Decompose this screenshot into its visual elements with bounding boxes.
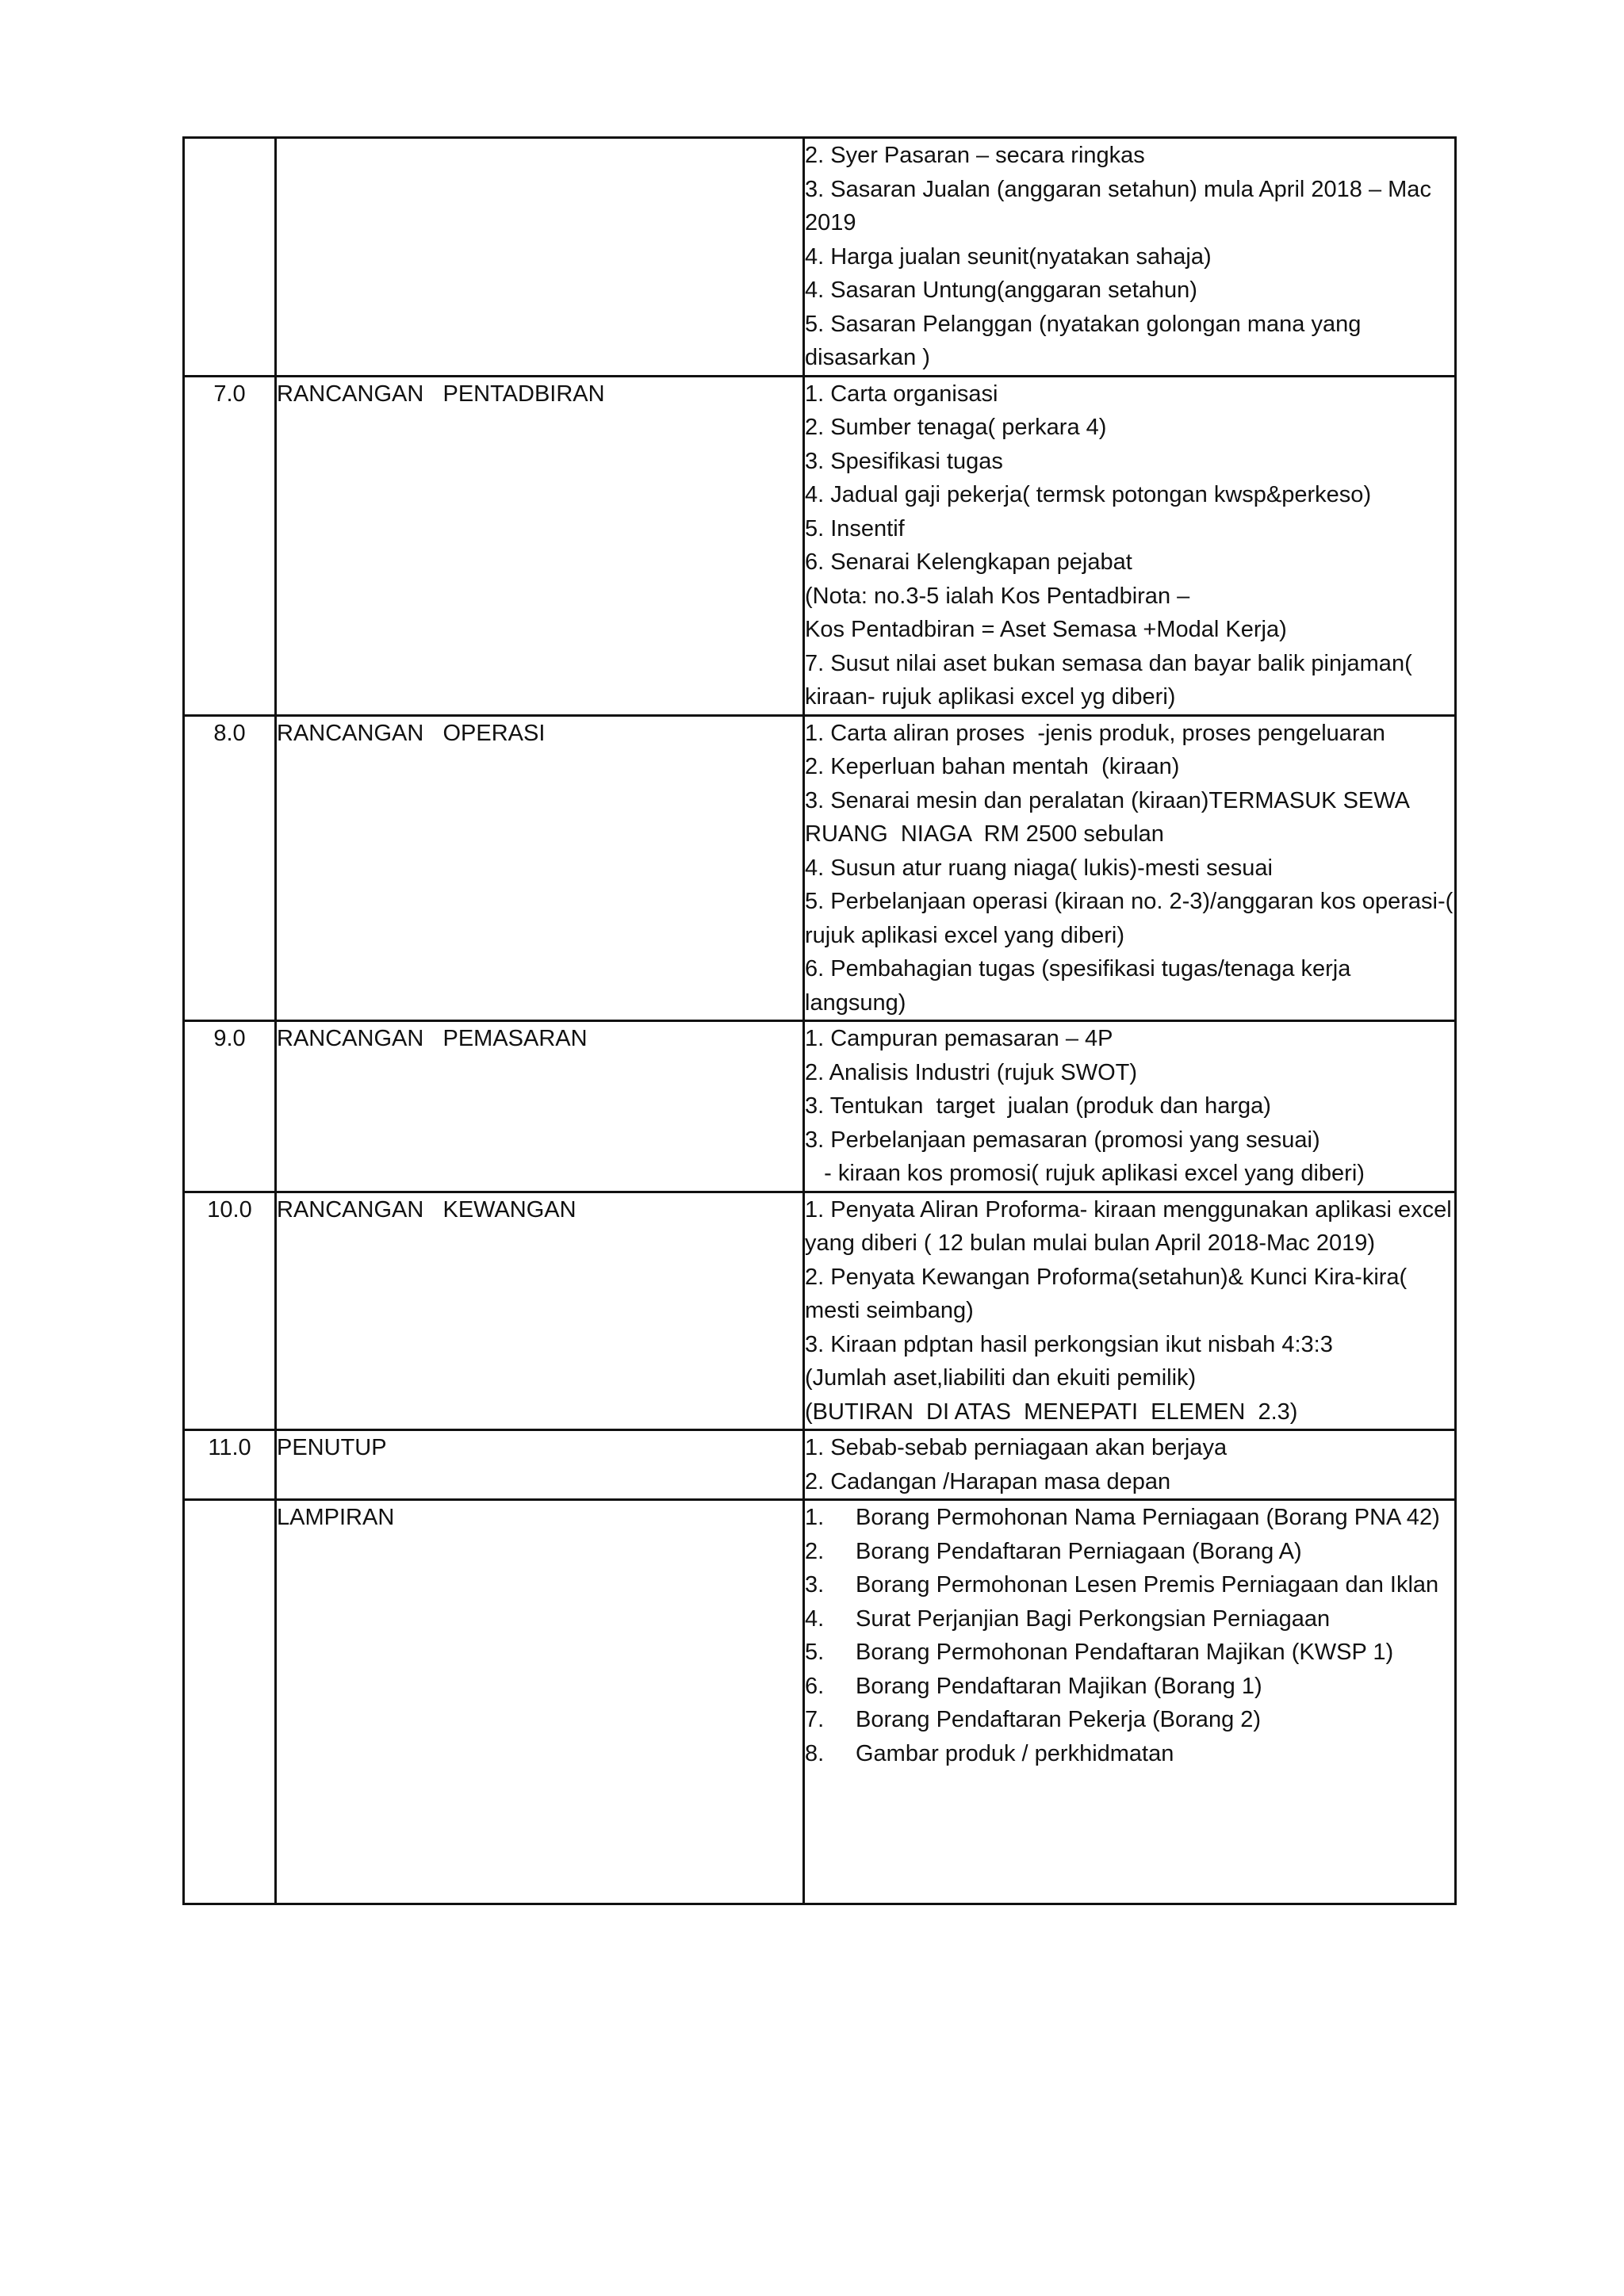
content-line: 5. Insentif [805, 515, 905, 541]
content-line: 1. Carta aliran proses -jenis produk, proses pengeluaran [805, 720, 1385, 746]
content-line: 2. Cadangan /Harapan masa depan [805, 1468, 1171, 1494]
content-line: 4. Jadual gaji pekerja( termsk potongan kwsp&perkeso) [805, 482, 1372, 507]
list-item [805, 1636, 1454, 1670]
section-content [804, 1192, 1456, 1430]
list-item-number: 1. [805, 1505, 825, 1530]
table-row [184, 1192, 1456, 1430]
list-item-number: 3. [805, 1572, 825, 1598]
list-item [805, 1501, 1454, 1535]
section-title: PENUTUP [276, 1430, 804, 1500]
section-number [184, 138, 276, 377]
content-line: 7. Susut nilai aset bukan semasa dan bayar balik pinjaman( kiraan- rujuk aplikasi excel yg diberi) [805, 650, 1419, 710]
content-line: 5. Sasaran Pelanggan (nyatakan golongan mana yang disasarkan ) [805, 311, 1368, 370]
list-item-text: Borang Permohonan Pendaftaran Majikan (KWSP 1) [856, 1640, 1394, 1665]
table-row [184, 1500, 1456, 1904]
content-line: 3. Kiraan pdptan hasil perkongsian ikut nisbah 4:3:3 [805, 1331, 1333, 1357]
section-number: 7.0 [184, 376, 276, 715]
list-item-text: Borang Pendaftaran Majikan (Borang 1) [856, 1673, 1262, 1699]
content-line: 4. Harga jualan seunit(nyatakan sahaja) [805, 243, 1212, 270]
section-content [804, 1500, 1456, 1904]
content-line: 3. Senarai mesin dan peralatan (kiraan)TERMASUK SEWA RUANG NIAGA RM 2500 sebulan [805, 787, 1415, 847]
table-row [184, 715, 1456, 1021]
list-item-number: 5. [805, 1640, 825, 1665]
section-title: RANCANGAN KEWANGAN [276, 1192, 804, 1430]
appendix-list [805, 1501, 1454, 1770]
content-line: (BUTIRAN DI ATAS MENEPATI ELEMEN 2.3) [805, 1399, 1298, 1425]
business-plan-table [182, 136, 1460, 1905]
content-line: 1. Carta organisasi [805, 381, 998, 407]
content-line: 6. Senarai Kelengkapan pejabat [805, 549, 1132, 575]
table-row [184, 138, 1456, 377]
list-item-text: Gambar produk / perkhidmatan [856, 1740, 1174, 1766]
content-line: 2. Sumber tenaga( perkara 4) [805, 415, 1107, 440]
section-title: RANCANGAN PENTADBIRAN [276, 376, 804, 715]
content-line: - kiraan kos promosi( rujuk aplikasi excel yang diberi) [805, 1161, 1365, 1186]
section-title: RANCANGAN OPERASI [276, 715, 804, 1021]
content-line: 1. Penyata Aliran Proforma- kiraan menggunakan aplikasi excel yang diberi ( 12 bulan mulai bulan April 2018-Mac 2019) [805, 1196, 1458, 1256]
list-item-text: Borang Pendaftaran Perniagaan (Borang A) [856, 1538, 1302, 1564]
section-title [276, 138, 804, 377]
list-item-number: 4. [805, 1605, 825, 1632]
list-item-text: Borang Pendaftaran Pekerja (Borang 2) [856, 1707, 1262, 1732]
content-line: 1. Sebab-sebab perniagaan akan berjaya [805, 1435, 1228, 1460]
section-number: 8.0 [184, 715, 276, 1021]
table-row [184, 376, 1456, 715]
list-item-text: Surat Perjanjian Bagi Perkongsian Perniagaan [856, 1605, 1331, 1632]
content-line: 2. Syer Pasaran – secara ringkas [805, 143, 1145, 168]
section-content [804, 715, 1460, 1021]
content-line: 2. Keperluan bahan mentah (kiraan) [805, 754, 1180, 779]
content-line: 4. Sasaran Untung(anggaran setahun) [805, 277, 1197, 303]
content-line: 2. Penyata Kewangan Proforma(setahun)& Kunci Kira-kira( mesti seimbang) [805, 1264, 1414, 1323]
content-line: 3. Perbelanjaan pemasaran (promosi yang sesuai) [805, 1127, 1320, 1153]
content-line: 3. Tentukan target jualan (produk dan harga) [805, 1093, 1271, 1119]
content-line: 4. Susun atur ruang niaga( lukis)-mesti sesuai [805, 855, 1273, 881]
table-row [184, 1430, 1456, 1500]
section-content [804, 138, 1456, 377]
content-line: 6. Pembahagian tugas (spesifikasi tugas/tenaga kerja langsung) [805, 956, 1358, 1016]
list-item [805, 1703, 1454, 1737]
list-item-text: Borang Permohonan Nama Perniagaan (Borang PNA 42) [856, 1505, 1440, 1530]
list-item-number: 2. [805, 1538, 825, 1564]
section-number: 10.0 [184, 1192, 276, 1430]
content-line: 1. Campuran pemasaran – 4P [805, 1026, 1113, 1051]
section-number: 9.0 [184, 1021, 276, 1192]
section-content [804, 376, 1456, 715]
section-title: LAMPIRAN [276, 1500, 804, 1904]
list-item [805, 1535, 1454, 1569]
section-number: 11.0 [184, 1430, 276, 1500]
content-line: 3. Spesifikasi tugas [805, 448, 1003, 474]
table-row [184, 1021, 1456, 1192]
content-line: 3. Sasaran Jualan (anggaran setahun) mula April 2018 – Mac 2019 [805, 176, 1438, 235]
section-title: RANCANGAN PEMASARAN [276, 1021, 804, 1192]
content-line: Kos Pentadbiran = Aset Semasa +Modal Kerja) [805, 617, 1287, 642]
list-item-number: 7. [805, 1707, 825, 1732]
list-item-text: Borang Permohonan Lesen Premis Perniagaan dan Iklan [856, 1572, 1439, 1598]
section-number [184, 1500, 276, 1904]
list-item [805, 1568, 1454, 1602]
content-line: 2. Analisis Industri (rujuk SWOT) [805, 1059, 1137, 1085]
section-content [804, 1021, 1456, 1192]
list-item [805, 1670, 1454, 1704]
content-line: 5. Perbelanjaan operasi (kiraan no. 2-3)/anggaran kos operasi-( rujuk aplikasi excel yang diberi) [805, 889, 1460, 948]
section-content [804, 1430, 1456, 1500]
list-item [805, 1737, 1454, 1771]
content-line: (Jumlah aset,liabiliti dan ekuiti pemilik) [805, 1365, 1197, 1391]
content-line: (Nota: no.3-5 ialah Kos Pentadbiran – [805, 583, 1190, 609]
list-item-number: 8. [805, 1740, 825, 1766]
list-item [805, 1602, 1454, 1636]
list-item-number: 6. [805, 1673, 825, 1699]
